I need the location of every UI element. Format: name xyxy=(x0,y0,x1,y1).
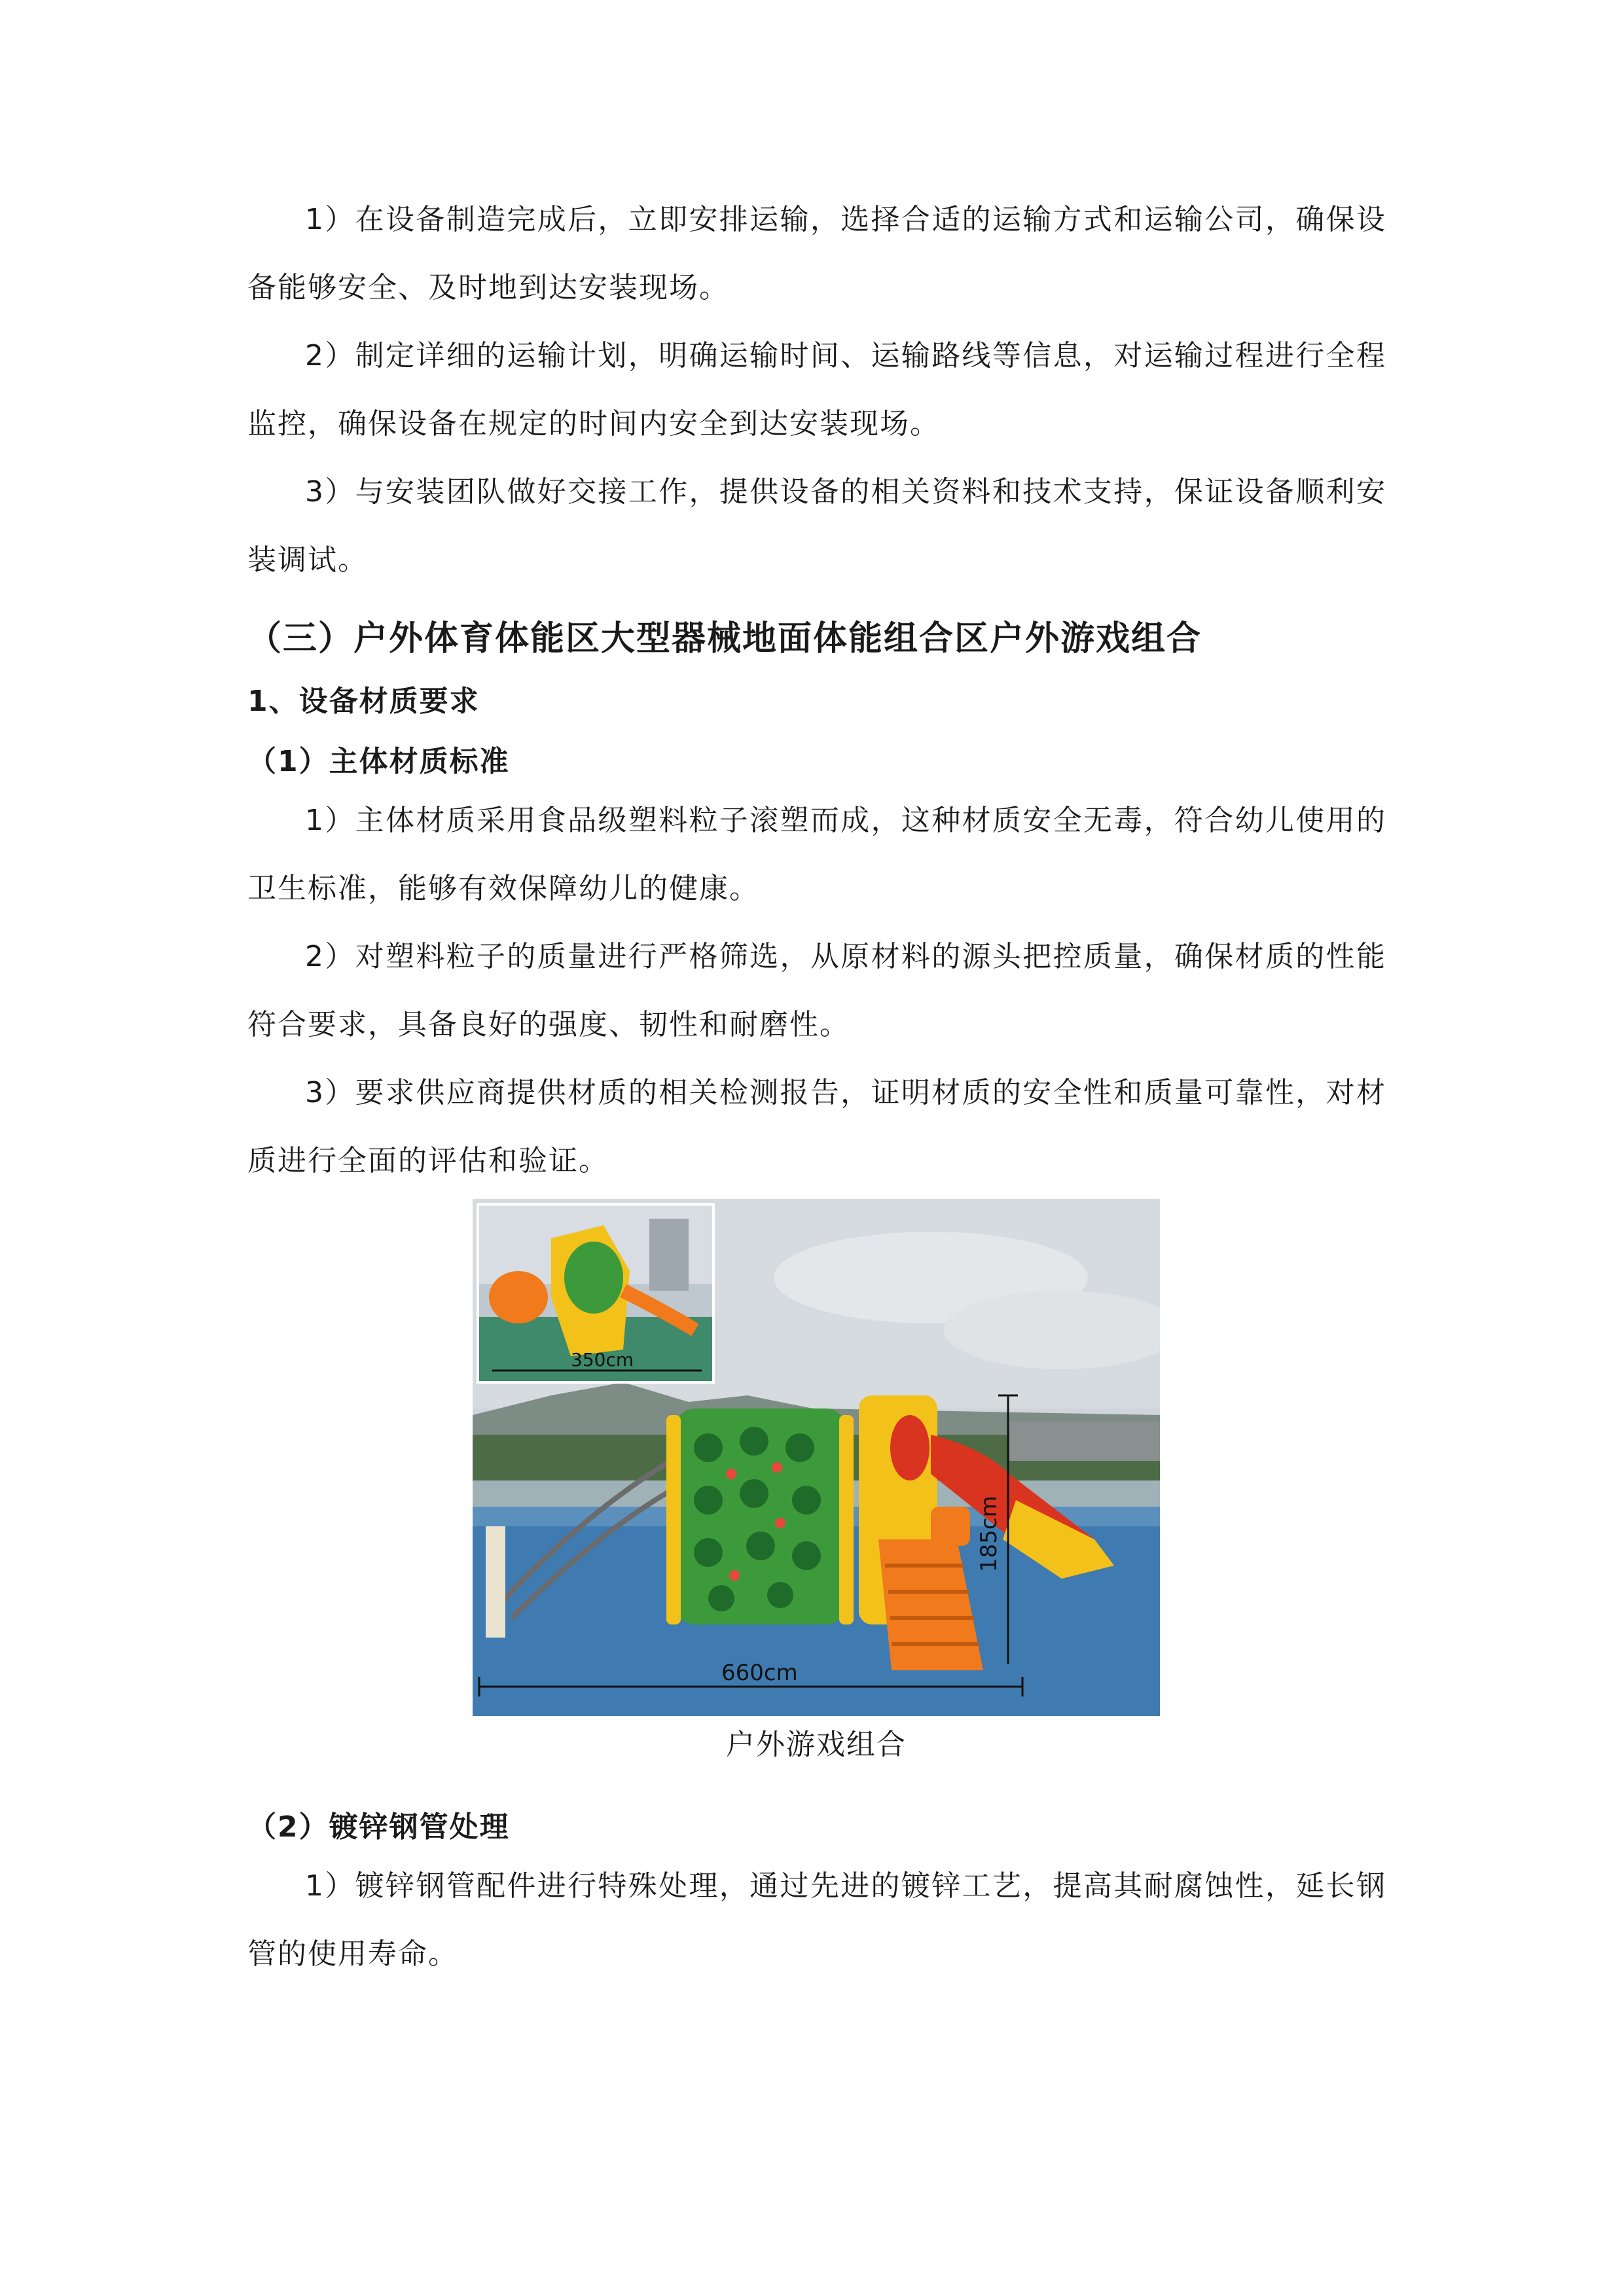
subheading-main-material: （1）主体材质标准 xyxy=(247,745,510,778)
inset-photo xyxy=(478,1204,713,1382)
playground-photo xyxy=(473,1199,1160,1716)
paragraph-transport-3: 3）与安装团队做好交接工作，提供设备的相关资料和技术支持，保证设备顺利安装调试。 xyxy=(247,475,1386,577)
paragraph-material-1: 1）主体材质采用食品级塑料粒子滚塑而成，这种材质安全无毒，符合幼儿使用的卫生标准，能够有效保障幼儿的健康。 xyxy=(247,804,1386,905)
dimension-height-label: 185cm xyxy=(976,1496,1002,1572)
paragraph-material-2: 2）对塑料粒子的质量进行严格筛选，从原材料的源头把控质量，确保材质的性能符合要求，具备良好的强度、韧性和耐磨性。 xyxy=(247,940,1386,1041)
paragraph-material-3: 3）要求供应商提供材质的相关检测报告，证明材质的安全性和质量可靠性，对材质进行全面的评估和验证。 xyxy=(247,1076,1386,1177)
paragraph-transport-1: 1）在设备制造完成后，立即安排运输，选择合适的运输方式和运输公司，确保设备能够安全、及时地到达安装现场。 xyxy=(247,203,1386,304)
dimension-width-label: 660cm xyxy=(721,1660,798,1686)
subheading-galvanized-steel: （2）镀锌钢管处理 xyxy=(247,1810,510,1844)
paragraph-steel-1: 1）镀锌钢管配件进行特殊处理，通过先进的镀锌工艺，提高其耐腐蚀性，延长钢管的使用寿命。 xyxy=(247,1869,1386,1971)
figure-caption: 户外游戏组合 xyxy=(726,1728,907,1761)
paragraph-transport-2: 2）制定详细的运输计划，明确运输时间、运输路线等信息，对运输过程进行全程监控，确保设备在规定的时间内安全到达安装现场。 xyxy=(247,339,1386,440)
inset-dimension-label: 350cm xyxy=(571,1349,634,1371)
subheading-material-requirements: 1、设备材质要求 xyxy=(247,685,480,718)
section-heading: （三）户外体育体能区大型器械地面体能组合区户外游戏组合 xyxy=(247,619,1202,658)
